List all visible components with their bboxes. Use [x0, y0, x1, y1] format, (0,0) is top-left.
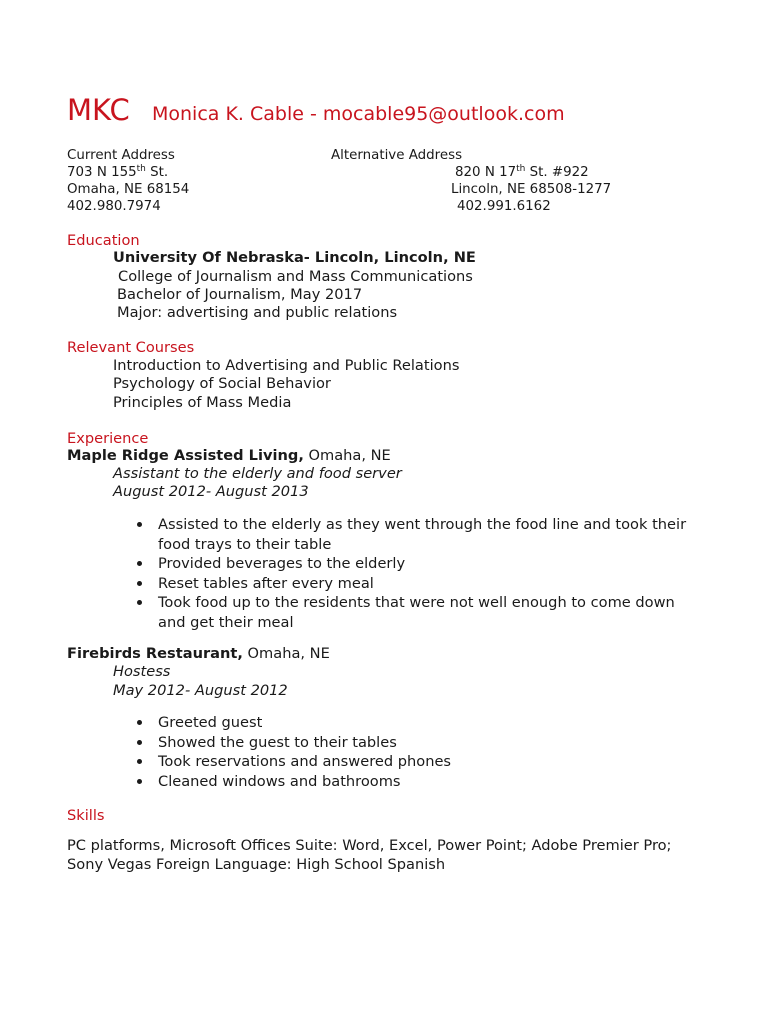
name-email-headline: Monica K. Cable - mocable95@outlook.com — [152, 103, 565, 125]
job-employer-line — [67, 645, 330, 664]
job-duties-list — [135, 515, 695, 632]
course-item: Psychology of Social Behavior — [113, 375, 331, 392]
alternative-address-label: Alternative Address — [331, 148, 463, 163]
job-location: Omaha, NE — [242, 645, 330, 662]
current-address-label: Current Address — [67, 148, 175, 163]
alternative-address-street: 820 N 17th St. #922 — [455, 164, 589, 180]
job-title: Assistant to the elderly and food server — [113, 465, 402, 482]
courses-heading: Relevant Courses — [67, 339, 195, 356]
job-duty-item: Greeted guest — [135, 713, 695, 733]
alternative-address-city: Lincoln, NE 68508-1277 — [451, 182, 612, 197]
job-employer: Maple Ridge Assisted Living, — [67, 447, 304, 464]
job-duty-item: Took food up to the residents that were not well enough to come down and get their meal — [135, 593, 695, 632]
job-duty-item: Reset tables after every meal — [135, 574, 695, 594]
job-dates: May 2012- August 2012 — [113, 682, 288, 699]
current-address-phone: 402.980.7974 — [67, 199, 161, 214]
skills-text: PC platforms, Microsoft Offices Suite: Word, Excel, Power Point; Adobe Premier Pro; Sony Vegas Foreign Language: High School Spanish — [67, 837, 672, 873]
job-employer-line — [67, 447, 391, 466]
education-school: University Of Nebraska- Lincoln, Lincoln, NE — [113, 249, 476, 266]
skills-heading: Skills — [67, 807, 105, 824]
alternative-address-phone: 402.991.6162 — [457, 199, 551, 214]
course-item: Principles of Mass Media — [113, 394, 292, 411]
job-duty-item: Assisted to the elderly as they went through the food line and took their food trays to their table — [135, 515, 695, 554]
job-duties-list — [135, 713, 695, 791]
course-item: Introduction to Advertising and Public Relations — [113, 357, 460, 374]
job-duty-item: Showed the guest to their tables — [135, 733, 695, 753]
education-degree: Bachelor of Journalism, May 2017 — [117, 286, 363, 303]
job-duty-item: Took reservations and answered phones — [135, 752, 695, 772]
job-location: Omaha, NE — [303, 447, 391, 464]
job-duty-item: Cleaned windows and bathrooms — [135, 772, 695, 792]
education-major: Major: advertising and public relations — [117, 304, 398, 321]
experience-heading: Experience — [67, 430, 149, 447]
current-address-city: Omaha, NE 68154 — [67, 182, 190, 197]
monogram: MKC — [67, 93, 130, 127]
job-employer: Firebirds Restaurant, — [67, 645, 243, 662]
job-dates: August 2012- August 2013 — [113, 483, 309, 500]
job-duty-item: Provided beverages to the elderly — [135, 554, 695, 574]
education-heading: Education — [67, 232, 140, 249]
job-title: Hostess — [113, 663, 171, 680]
current-address-street: 703 N 155th St. — [67, 164, 169, 180]
education-college: College of Journalism and Mass Communications — [118, 268, 473, 285]
